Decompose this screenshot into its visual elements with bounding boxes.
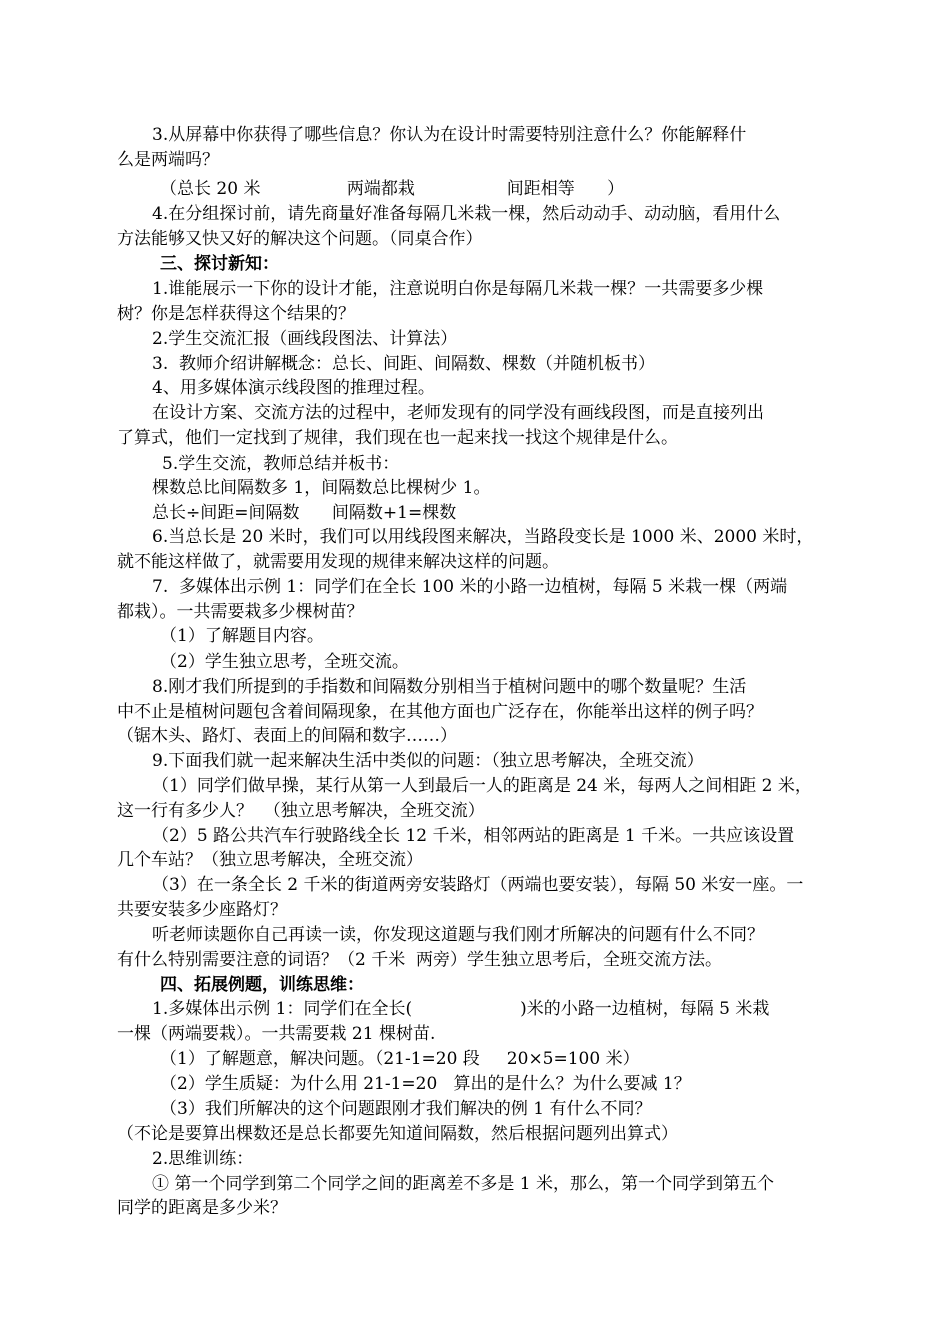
text-line: 在设计方案、交流方法的过程中，老师发现有的同学没有画线段图，而是直接列出 xyxy=(152,403,764,423)
text-line: （总长 20 米 两端都栽 间距相等 ） xyxy=(160,179,625,199)
text-line: ① 第一个同学到第二个同学之间的距离差不多是 1 米，那么，第一个同学到第五个 xyxy=(152,1174,775,1194)
text-line: 就不能这样做了，就需要用发现的规律来解决这样的问题。 xyxy=(117,552,559,572)
text-line: （锯木头、路灯、表面上的间隔和数字……） xyxy=(117,726,457,746)
text-line: 么是两端吗？ xyxy=(117,150,219,170)
text-line: 9.下面我们就一起来解决生活中类似的问题：（独立思考解决，全班交流） xyxy=(152,751,704,771)
text-line: 有什么特别需要注意的词语？（2 千米 两旁）学生独立思考后，全班交流方法。 xyxy=(117,950,723,970)
text-line: （2）学生独立思考，全班交流。 xyxy=(160,652,409,672)
text-line: 3.从屏幕中你获得了哪些信息？你认为在设计时需要特别注意什么？你能解释什 xyxy=(152,125,747,145)
text-line: （1）同学们做早操，某行从第一人到最后一人的距离是 24 米，每两人之间相距 2 米， xyxy=(152,776,812,796)
text-line: （3）在一条全长 2 千米的街道两旁安装路灯（两端也要安装），每隔 50 米安一座。一 xyxy=(152,875,804,895)
text-line: （3）我们所解决的这个问题跟刚才我们解决的例 1 有什么不同？ xyxy=(160,1099,652,1119)
text-line: 共要安装多少座路灯？ xyxy=(117,900,287,920)
text-line: 几个车站？（独立思考解决，全班交流） xyxy=(117,850,423,870)
text-line: 这一行有多少人？ （独立思考解决，全班交流） xyxy=(117,801,485,821)
text-line: 6.当总长是 20 米时，我们可以用线段图来解决，当路段变长是 1000 米、2000 米时， xyxy=(152,527,814,547)
text-line: 2.学生交流汇报（画线段图法、计算法） xyxy=(152,329,458,349)
text-line: 5.学生交流，教师总结并板书： xyxy=(162,454,400,474)
text-line: 了算式，他们一定找到了规律，我们现在也一起来找一找这个规律是什么。 xyxy=(117,428,678,448)
text-line: 4、用多媒体演示线段图的推理过程。 xyxy=(152,378,435,398)
text-line: 中不止是植树问题包含着间隔现象，在其他方面也广泛存在，你能举出这样的例子吗？ xyxy=(117,702,763,722)
text-line: 树？你是怎样获得这个结果的？ xyxy=(117,304,355,324)
section-heading: 四、拓展例题，训练思维： xyxy=(160,975,364,995)
text-line: 7. 多媒体出示例 1：同学们在全长 100 米的小路一边植树，每隔 5 米栽一棵（两端 xyxy=(152,577,788,597)
text-line: 总长÷间距=间隔数 间隔数+1=棵数 xyxy=(152,503,457,523)
text-line: 方法能够又快又好的解决这个问题。（同桌合作） xyxy=(117,229,483,249)
text-line: （1）了解题目内容。 xyxy=(160,626,324,646)
text-line: 都栽）。一共需要栽多少棵树苗？ xyxy=(117,602,364,622)
section-heading: 三、探讨新知： xyxy=(160,254,279,274)
text-line: （2）学生质疑：为什么用 21-1=20 算出的是什么？为什么要减 1？ xyxy=(160,1074,691,1094)
text-line: 同学的距离是多少米？ xyxy=(117,1198,287,1218)
text-line: 一棵（两端要栽）。一共需要栽 21 棵树苗. xyxy=(117,1024,436,1044)
text-line: 4.在分组探讨前，请先商量好准备每隔几米栽一棵，然后动动手、动动脑，看用什么 xyxy=(152,204,781,224)
text-line: （1）了解题意，解决问题。（21-1=20 段 20×5=100 米） xyxy=(160,1049,640,1069)
text-line: 听老师读题你自己再读一读，你发现这道题与我们刚才所解决的问题有什么不同？ xyxy=(152,925,764,945)
text-line: 1.谁能展示一下你的设计才能，注意说明白你是每隔几米栽一棵？一共需要多少棵 xyxy=(152,279,764,299)
text-line: 1.多媒体出示例 1：同学们在全长( )米的小路一边植树，每隔 5 米栽 xyxy=(152,999,770,1019)
text-line: （2）5 路公共汽车行驶路线全长 12 千米，相邻两站的距离是 1 千米。一共应该设置 xyxy=(152,826,795,846)
text-line: 棵数总比间隔数多 1，间隔数总比棵树少 1。 xyxy=(152,478,491,498)
text-line: 8.刚才我们所提到的手指数和间隔数分别相当于植树问题中的哪个数量呢？生活 xyxy=(152,677,747,697)
text-line: （不论是要算出棵数还是总长都要先知道间隔数，然后根据问题列出算式） xyxy=(117,1124,678,1144)
text-line: 2.思维训练： xyxy=(152,1149,254,1169)
text-line: 3. 教师介绍讲解概念：总长、间距、间隔数、棵数（并随机板书） xyxy=(152,354,656,374)
